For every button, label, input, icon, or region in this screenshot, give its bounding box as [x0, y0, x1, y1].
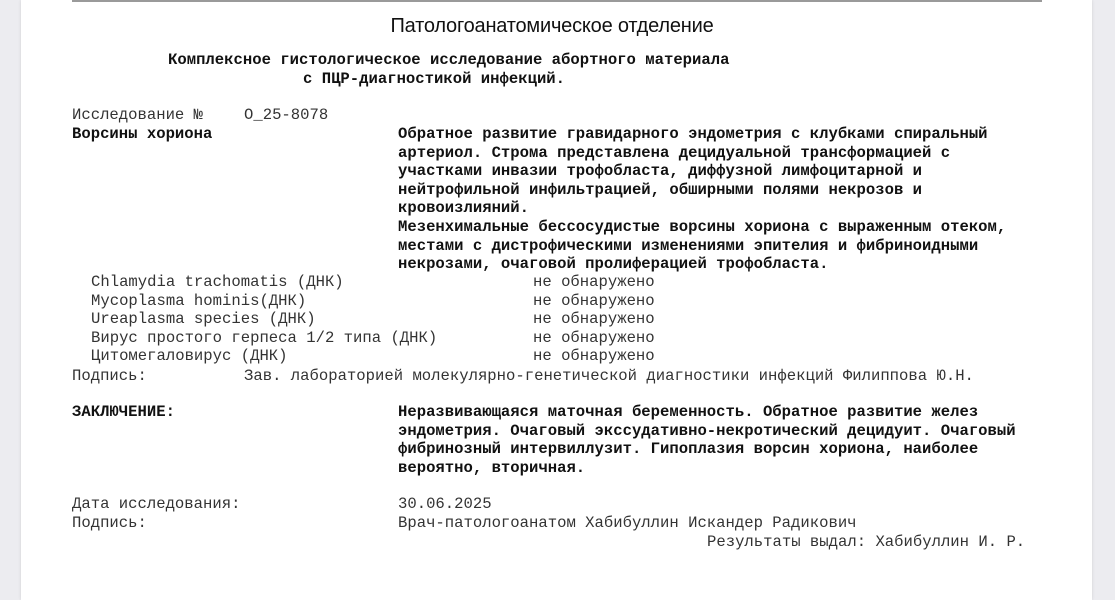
pcr-test-result: не обнаружено	[533, 347, 655, 365]
conclusion-line: вероятно, вторичная.	[398, 458, 586, 477]
document-page	[21, 0, 1092, 600]
description-line: кровоизлияний.	[398, 199, 530, 218]
results-issued-by: Результаты выдал: Хабибуллин И. Р.	[707, 533, 1026, 551]
pcr-test-result: не обнаружено	[533, 292, 655, 310]
pcr-test-name: Chlamydia trachomatis (ДНК)	[91, 273, 344, 291]
pcr-test-name: Ureaplasma species (ДНК)	[91, 310, 316, 328]
pcr-test-name: Цитомегаловирус (ДНК)	[91, 347, 288, 365]
subtitle-line-2: с ПЦР-диагностикой инфекций.	[303, 70, 566, 88]
description-line: Обратное развитие гравидарного эндометрия с клубками спиральный	[398, 125, 988, 143]
pcr-test-name: Вирус простого герпеса 1/2 типа (ДНК)	[91, 329, 438, 347]
conclusion-label: ЗАКЛЮЧЕНИЕ:	[72, 403, 175, 421]
pcr-signature-value: Зав. лабораторией молекулярно-генетической диагностики инфекций Филиппова Ю.Н.	[244, 367, 974, 385]
villi-label: Ворсины хориона	[72, 125, 213, 143]
study-number: O_25-8078	[244, 106, 329, 124]
description-line: местами с дистрофическими изменениями эпителия и фибриноидными	[398, 236, 979, 255]
study-label: Исследование №	[72, 106, 204, 124]
signature-label: Подпись:	[72, 514, 147, 532]
pcr-test-result: не обнаружено	[533, 310, 655, 328]
signature-value: Врач-патологоанатом Хабибуллин Искандер Радикович	[398, 514, 857, 532]
description-line: артериол. Строма представлена децидуальной трансформацией с	[398, 143, 951, 162]
pcr-signature-label: Подпись:	[72, 367, 147, 385]
conclusion-line: фибринозный интервиллузит. Гипоплазия ворсин хориона, наиболее	[398, 440, 979, 459]
conclusion-text	[398, 403, 1078, 477]
villi-description	[398, 125, 1078, 274]
pcr-test-result: не обнаружено	[533, 273, 655, 291]
description-line: участками инвазии трофобласта, диффузной лимфоцитарной и	[398, 162, 923, 181]
description-line: нейтрофильной инфильтрацией, обширными полями некрозов и	[398, 180, 923, 199]
conclusion-line: эндометрия. Очаговый экссудативно-некротический децидуит. Очаговый	[398, 421, 1016, 440]
date-value: 30.06.2025	[398, 495, 492, 513]
pcr-test-name: Mycoplasma hominis(ДНК)	[91, 292, 307, 310]
date-label: Дата исследования:	[72, 495, 241, 513]
description-line: Мезенхимальные бессосудистые ворсины хориона с выраженным отеком,	[398, 217, 1007, 236]
conclusion-line: Неразвивающаяся маточная беременность. Обратное развитие желез	[398, 403, 979, 421]
description-line: некрозами, очаговой пролиферацией трофобласта.	[398, 255, 829, 274]
top-divider	[72, 0, 1042, 2]
department-title: Патологоанатомическое отделение	[390, 15, 714, 37]
pcr-test-result: не обнаружено	[533, 329, 655, 347]
subtitle-line-1: Комплексное гистологическое исследование абортного материала	[168, 51, 730, 69]
